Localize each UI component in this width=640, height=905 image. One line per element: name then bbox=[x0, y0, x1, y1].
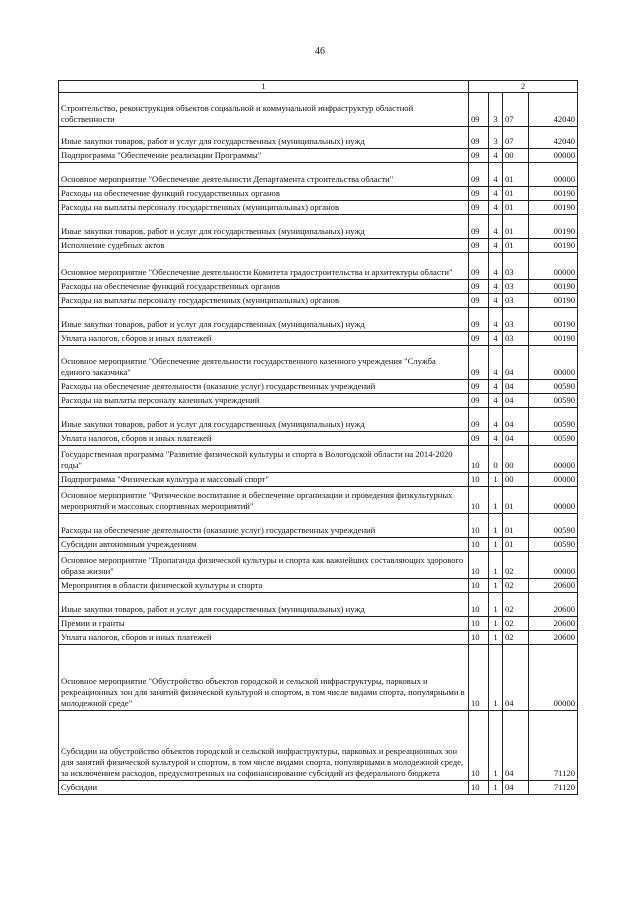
row-code-section-cell: 10 bbox=[469, 579, 489, 593]
row-name-cell: Иные закупки товаров, работ и услуг для государственных (муниципальных) нужд bbox=[59, 127, 469, 149]
row-code-subprogram-cell: 1 bbox=[489, 579, 503, 593]
row-code-subprogram-cell: 4 bbox=[489, 163, 503, 187]
row-code-direction-cell: 71120 bbox=[529, 781, 578, 795]
row-code-event-cell: 07 bbox=[503, 93, 529, 127]
row-code-event-cell: 04 bbox=[503, 432, 529, 446]
row-name-cell: Основное мероприятие "Обеспечение деятельности государственного казенного учреждения "Служба единого заказчика" bbox=[59, 346, 469, 380]
row-code-direction-cell: 00190 bbox=[529, 215, 578, 239]
row-code-event-cell: 01 bbox=[503, 215, 529, 239]
row-code-event-cell: 01 bbox=[503, 514, 529, 538]
table-row bbox=[59, 617, 578, 631]
row-code-event-cell: 04 bbox=[503, 346, 529, 380]
table-row bbox=[59, 473, 578, 487]
table-row bbox=[59, 280, 578, 294]
row-code-section-cell: 09 bbox=[469, 280, 489, 294]
table-row bbox=[59, 487, 578, 514]
row-code-event-cell: 04 bbox=[503, 408, 529, 432]
row-code-event-cell: 01 bbox=[503, 187, 529, 201]
table-row bbox=[59, 432, 578, 446]
row-name-cell: Расходы на обеспечение деятельности (оказание услуг) государственных учреждений bbox=[59, 514, 469, 538]
row-code-direction-cell: 00000 bbox=[529, 253, 578, 280]
row-code-section-cell: 09 bbox=[469, 346, 489, 380]
row-name-cell: Иные закупки товаров, работ и услуг для государственных (муниципальных) нужд bbox=[59, 308, 469, 332]
row-name-cell: Расходы на обеспечение деятельности (оказание услуг) государственных учреждений bbox=[59, 380, 469, 394]
table-row bbox=[59, 93, 578, 127]
row-name-cell: Расходы на выплаты персоналу государственных (муниципальных) органов bbox=[59, 201, 469, 215]
row-name-cell: Основное мероприятие "Обеспечение деятельности Комитета градостроительства и архитектуры области" bbox=[59, 253, 469, 280]
table-header-row bbox=[59, 81, 578, 93]
row-code-event-cell: 04 bbox=[503, 394, 529, 408]
row-code-subprogram-cell: 4 bbox=[489, 187, 503, 201]
row-code-event-cell: 01 bbox=[503, 163, 529, 187]
row-code-event-cell: 03 bbox=[503, 253, 529, 280]
row-code-section-cell: 09 bbox=[469, 149, 489, 163]
row-name-cell: Основное мероприятие "Физическое воспитание и обеспечение организации и проведения физкультурных мероприятий и массовых спортивных мероприятий" bbox=[59, 487, 469, 514]
row-code-section-cell: 09 bbox=[469, 253, 489, 280]
table-row bbox=[59, 127, 578, 149]
row-code-subprogram-cell: 1 bbox=[489, 645, 503, 711]
table-row bbox=[59, 163, 578, 187]
row-code-section-cell: 10 bbox=[469, 446, 489, 473]
table-row bbox=[59, 645, 578, 711]
row-code-subprogram-cell: 4 bbox=[489, 253, 503, 280]
row-code-direction-cell: 20600 bbox=[529, 617, 578, 631]
row-code-subprogram-cell: 3 bbox=[489, 127, 503, 149]
row-code-direction-cell: 00000 bbox=[529, 446, 578, 473]
table-row bbox=[59, 201, 578, 215]
table-row bbox=[59, 552, 578, 579]
row-code-event-cell: 07 bbox=[503, 127, 529, 149]
row-code-direction-cell: 00190 bbox=[529, 294, 578, 308]
row-code-subprogram-cell: 1 bbox=[489, 711, 503, 781]
row-code-direction-cell: 00000 bbox=[529, 346, 578, 380]
row-code-section-cell: 10 bbox=[469, 538, 489, 552]
row-name-cell: Подпрограмма "Физическая культура и массовый спорт" bbox=[59, 473, 469, 487]
row-code-section-cell: 10 bbox=[469, 473, 489, 487]
row-code-direction-cell: 00590 bbox=[529, 432, 578, 446]
row-code-direction-cell: 00590 bbox=[529, 408, 578, 432]
row-code-section-cell: 09 bbox=[469, 332, 489, 346]
row-code-section-cell: 10 bbox=[469, 645, 489, 711]
row-code-subprogram-cell: 1 bbox=[489, 514, 503, 538]
row-code-subprogram-cell: 4 bbox=[489, 408, 503, 432]
row-code-subprogram-cell: 4 bbox=[489, 215, 503, 239]
row-name-cell: Мероприятия в области физической культуры и спорта bbox=[59, 579, 469, 593]
row-code-direction-cell: 00000 bbox=[529, 473, 578, 487]
row-name-cell: Премии и гранты bbox=[59, 617, 469, 631]
table-row bbox=[59, 631, 578, 645]
table-row bbox=[59, 711, 578, 781]
row-code-direction-cell: 00190 bbox=[529, 280, 578, 294]
row-code-direction-cell: 00000 bbox=[529, 163, 578, 187]
row-code-direction-cell: 71120 bbox=[529, 711, 578, 781]
table-row bbox=[59, 579, 578, 593]
row-code-section-cell: 09 bbox=[469, 187, 489, 201]
row-code-direction-cell: 00190 bbox=[529, 332, 578, 346]
row-name-cell: Подпрограмма "Обеспечение реализации Программы" bbox=[59, 149, 469, 163]
table-row bbox=[59, 294, 578, 308]
row-name-cell: Уплата налогов, сборов и иных платежей bbox=[59, 332, 469, 346]
row-code-section-cell: 10 bbox=[469, 711, 489, 781]
row-code-subprogram-cell: 1 bbox=[489, 552, 503, 579]
row-code-event-cell: 02 bbox=[503, 617, 529, 631]
table-row bbox=[59, 332, 578, 346]
row-code-subprogram-cell: 1 bbox=[489, 631, 503, 645]
row-code-event-cell: 02 bbox=[503, 552, 529, 579]
row-code-direction-cell: 20600 bbox=[529, 593, 578, 617]
row-code-section-cell: 09 bbox=[469, 408, 489, 432]
row-code-event-cell: 00 bbox=[503, 473, 529, 487]
row-code-subprogram-cell: 4 bbox=[489, 380, 503, 394]
row-code-event-cell: 01 bbox=[503, 239, 529, 253]
row-name-cell: Строительство, реконструкция объектов социальной и коммунальной инфраструктур областной собственности bbox=[59, 93, 469, 127]
row-code-subprogram-cell: 4 bbox=[489, 332, 503, 346]
table-row bbox=[59, 394, 578, 408]
row-code-section-cell: 09 bbox=[469, 127, 489, 149]
table-row bbox=[59, 239, 578, 253]
row-code-section-cell: 10 bbox=[469, 631, 489, 645]
row-code-event-cell: 01 bbox=[503, 538, 529, 552]
row-code-section-cell: 09 bbox=[469, 394, 489, 408]
row-code-section-cell: 09 bbox=[469, 380, 489, 394]
row-name-cell: Расходы на выплаты персоналу государственных (муниципальных) органов bbox=[59, 294, 469, 308]
row-code-event-cell: 02 bbox=[503, 593, 529, 617]
row-code-event-cell: 04 bbox=[503, 781, 529, 795]
row-code-direction-cell: 00000 bbox=[529, 487, 578, 514]
row-code-direction-cell: 20600 bbox=[529, 579, 578, 593]
row-name-cell: Субсидии на обустройство объектов городской и сельской инфраструктуры, парковых и рекреационных зон для занятий физической культурой и спортом, в том числе видами спорта, популярными в молодежной среде, за исключением расходов, предусмотренных на софинансирование субсидий из федерального бюджета bbox=[59, 711, 469, 781]
row-code-subprogram-cell: 4 bbox=[489, 201, 503, 215]
row-name-cell: Основное мероприятие "Пропаганда физической культуры и спорта как важнейших составляющих здорового образа жизни" bbox=[59, 552, 469, 579]
row-code-direction-cell: 00000 bbox=[529, 645, 578, 711]
table-row bbox=[59, 308, 578, 332]
table-row bbox=[59, 380, 578, 394]
row-code-direction-cell: 20600 bbox=[529, 631, 578, 645]
row-code-event-cell: 03 bbox=[503, 294, 529, 308]
row-code-section-cell: 10 bbox=[469, 617, 489, 631]
row-code-direction-cell: 00000 bbox=[529, 149, 578, 163]
row-code-direction-cell: 00590 bbox=[529, 380, 578, 394]
budget-classification-table bbox=[58, 80, 578, 795]
row-name-cell: Государственная программа "Развитие физической культуры и спорта в Вологодской области на 2014-2020 годы" bbox=[59, 446, 469, 473]
row-code-direction-cell: 42040 bbox=[529, 93, 578, 127]
row-code-subprogram-cell: 1 bbox=[489, 617, 503, 631]
row-code-event-cell: 04 bbox=[503, 645, 529, 711]
row-code-section-cell: 10 bbox=[469, 487, 489, 514]
row-code-section-cell: 09 bbox=[469, 294, 489, 308]
row-code-event-cell: 00 bbox=[503, 149, 529, 163]
row-code-subprogram-cell: 0 bbox=[489, 446, 503, 473]
row-code-subprogram-cell: 1 bbox=[489, 781, 503, 795]
table-row bbox=[59, 538, 578, 552]
row-code-section-cell: 10 bbox=[469, 552, 489, 579]
row-code-section-cell: 09 bbox=[469, 163, 489, 187]
table-row bbox=[59, 408, 578, 432]
row-code-event-cell: 02 bbox=[503, 579, 529, 593]
row-name-cell: Иные закупки товаров, работ и услуг для государственных (муниципальных) нужд bbox=[59, 408, 469, 432]
row-name-cell: Исполнение судебных актов bbox=[59, 239, 469, 253]
row-code-direction-cell: 00590 bbox=[529, 514, 578, 538]
row-code-subprogram-cell: 1 bbox=[489, 538, 503, 552]
row-code-section-cell: 10 bbox=[469, 514, 489, 538]
row-code-event-cell: 02 bbox=[503, 631, 529, 645]
row-code-event-cell: 04 bbox=[503, 711, 529, 781]
row-code-direction-cell: 00190 bbox=[529, 308, 578, 332]
table-row bbox=[59, 781, 578, 795]
row-code-event-cell: 01 bbox=[503, 487, 529, 514]
row-code-subprogram-cell: 3 bbox=[489, 93, 503, 127]
row-code-section-cell: 09 bbox=[469, 201, 489, 215]
row-name-cell: Расходы на обеспечение функций государственных органов bbox=[59, 187, 469, 201]
row-name-cell: Основное мероприятие "Обеспечение деятельности Департамента строительства области" bbox=[59, 163, 469, 187]
row-code-direction-cell: 00590 bbox=[529, 394, 578, 408]
row-code-subprogram-cell: 4 bbox=[489, 432, 503, 446]
table-row bbox=[59, 215, 578, 239]
table-row bbox=[59, 446, 578, 473]
row-code-subprogram-cell: 1 bbox=[489, 487, 503, 514]
row-code-event-cell: 00 bbox=[503, 446, 529, 473]
row-code-subprogram-cell: 4 bbox=[489, 294, 503, 308]
row-code-subprogram-cell: 4 bbox=[489, 346, 503, 380]
row-code-event-cell: 01 bbox=[503, 201, 529, 215]
row-name-cell: Иные закупки товаров, работ и услуг для государственных (муниципальных) нужд bbox=[59, 593, 469, 617]
row-code-subprogram-cell: 1 bbox=[489, 473, 503, 487]
table-row bbox=[59, 187, 578, 201]
row-code-section-cell: 09 bbox=[469, 215, 489, 239]
row-code-section-cell: 09 bbox=[469, 239, 489, 253]
table-row bbox=[59, 149, 578, 163]
row-code-subprogram-cell: 4 bbox=[489, 149, 503, 163]
page-number: 46 bbox=[315, 46, 325, 57]
table-row bbox=[59, 593, 578, 617]
row-name-cell: Расходы на обеспечение функций государственных органов bbox=[59, 280, 469, 294]
row-code-subprogram-cell: 4 bbox=[489, 308, 503, 332]
table-body bbox=[59, 93, 578, 795]
row-name-cell: Уплата налогов, сборов и иных платежей bbox=[59, 631, 469, 645]
row-code-subprogram-cell: 4 bbox=[489, 394, 503, 408]
row-code-section-cell: 10 bbox=[469, 781, 489, 795]
row-code-event-cell: 03 bbox=[503, 280, 529, 294]
row-code-subprogram-cell: 4 bbox=[489, 239, 503, 253]
row-name-cell: Субсидии автономным учреждениям bbox=[59, 538, 469, 552]
row-code-direction-cell: 00590 bbox=[529, 538, 578, 552]
row-name-cell: Иные закупки товаров, работ и услуг для государственных (муниципальных) нужд bbox=[59, 215, 469, 239]
table-row bbox=[59, 514, 578, 538]
row-code-subprogram-cell: 1 bbox=[489, 593, 503, 617]
row-name-cell: Основное мероприятие "Обустройство объектов городской и сельской инфраструктуры, парковых и рекреационных зон для занятий физической культурой и спортом, в том числе видами спорта, популярными в молодежной среде" bbox=[59, 645, 469, 711]
row-name-cell: Уплата налогов, сборов и иных платежей bbox=[59, 432, 469, 446]
row-code-section-cell: 09 bbox=[469, 432, 489, 446]
row-code-direction-cell: 00190 bbox=[529, 201, 578, 215]
table-row bbox=[59, 253, 578, 280]
row-code-section-cell: 09 bbox=[469, 93, 489, 127]
header-col-2: 2 bbox=[469, 81, 578, 93]
row-code-direction-cell: 00000 bbox=[529, 552, 578, 579]
row-code-subprogram-cell: 4 bbox=[489, 280, 503, 294]
header-col-1: 1 bbox=[59, 81, 469, 93]
table-row bbox=[59, 346, 578, 380]
row-code-direction-cell: 00190 bbox=[529, 187, 578, 201]
row-code-direction-cell: 42040 bbox=[529, 127, 578, 149]
row-code-event-cell: 03 bbox=[503, 308, 529, 332]
row-code-direction-cell: 00190 bbox=[529, 239, 578, 253]
row-name-cell: Расходы на выплаты персоналу казенных учреждений bbox=[59, 394, 469, 408]
row-code-event-cell: 04 bbox=[503, 380, 529, 394]
row-code-event-cell: 03 bbox=[503, 332, 529, 346]
row-name-cell: Субсидии bbox=[59, 781, 469, 795]
row-code-section-cell: 10 bbox=[469, 593, 489, 617]
row-code-section-cell: 09 bbox=[469, 308, 489, 332]
